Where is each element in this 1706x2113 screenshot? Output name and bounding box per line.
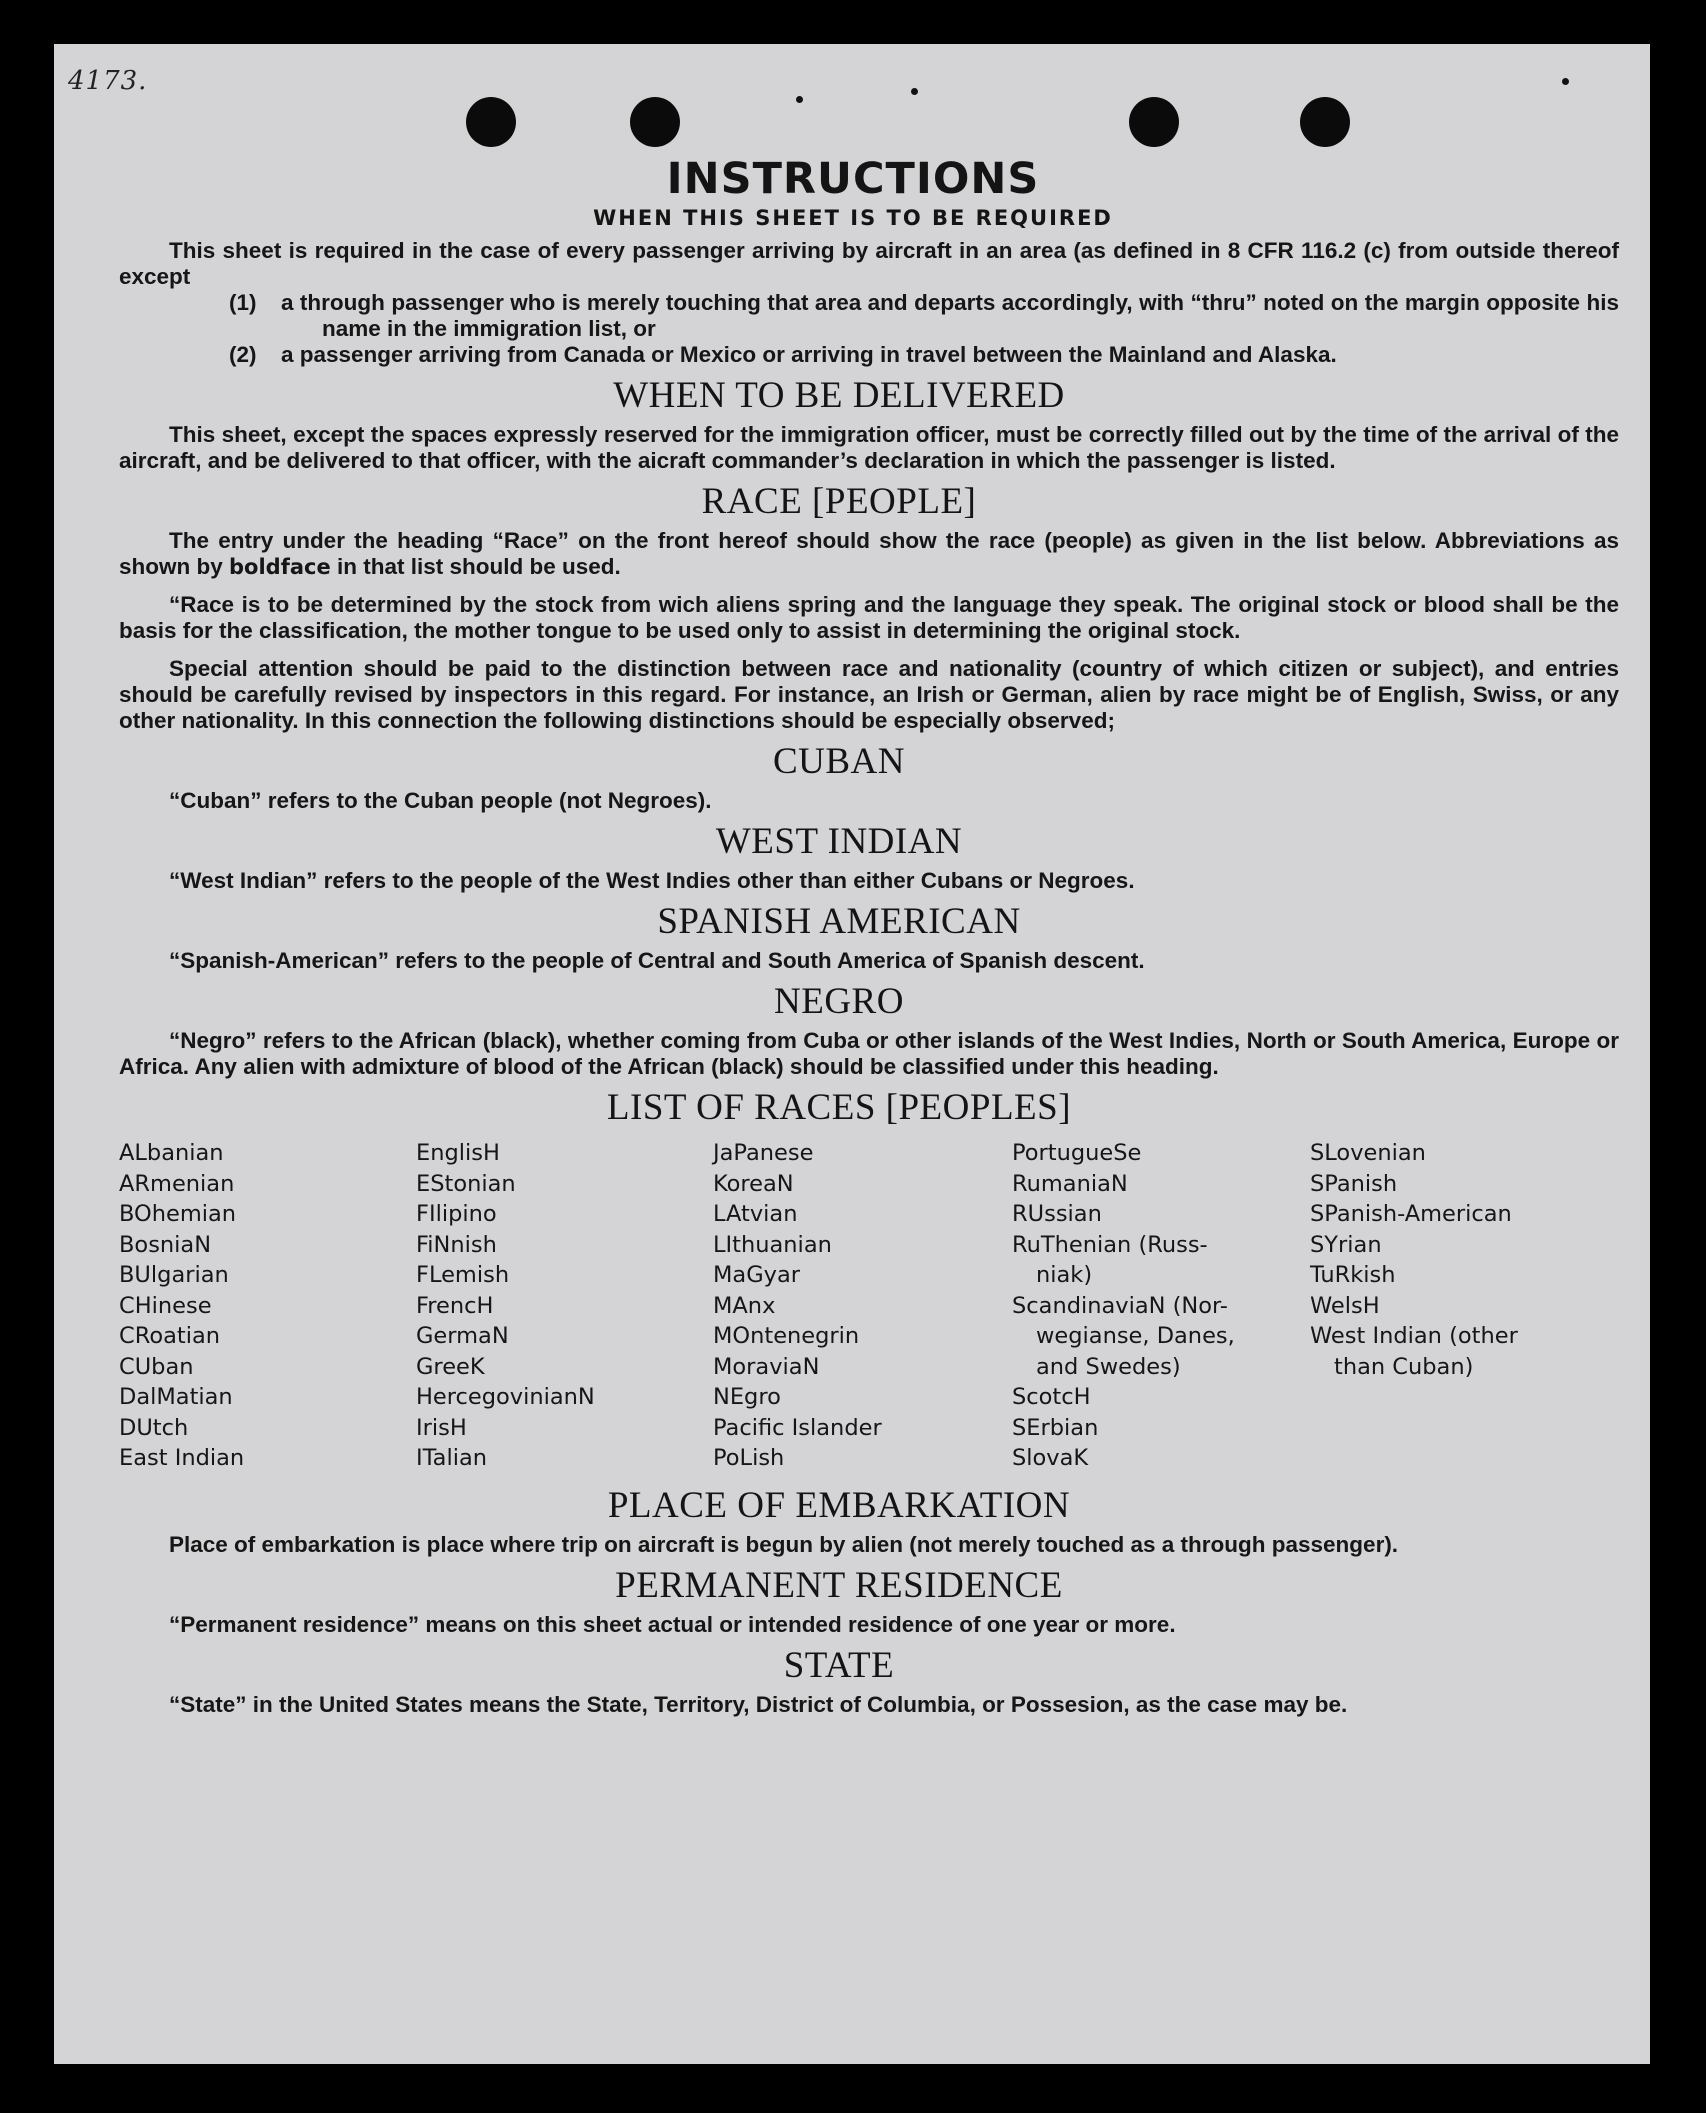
race-item: TuRkish [1310, 1262, 1396, 1288]
race-item: CHinese [119, 1292, 212, 1319]
race-item: DalMatian [119, 1384, 233, 1410]
race-item: wegianse, Danes, [1036, 1323, 1235, 1349]
races-column [1012, 1138, 1310, 1474]
punch-hole [1129, 97, 1179, 147]
race-item: than Cuban) [1334, 1353, 1474, 1380]
section-heading-race: RACE [PEOPLE] [701, 481, 977, 522]
cuban-text: “Cuban” refers to the Cuban people (not Negroes). [169, 788, 712, 813]
race-item: CUban [119, 1353, 194, 1380]
race-item: SYrian [1310, 1231, 1382, 1258]
race-item: and Swedes) [1036, 1353, 1181, 1380]
boldface-word: boldface [229, 555, 331, 579]
race-item: NEgro [713, 1384, 781, 1410]
races-list [119, 1138, 1619, 1474]
race-item: ITalian [416, 1445, 487, 1471]
race-item: West Indian (other [1310, 1323, 1518, 1349]
spanish-american-text: “Spanish-American” refers to the people of Central and South America of Spanish descent. [169, 948, 1145, 973]
race-item: WelsH [1310, 1292, 1380, 1319]
punch-hole [1300, 97, 1350, 147]
race-item: GermaN [416, 1323, 509, 1349]
race-item: PortugueSe [1012, 1140, 1142, 1166]
race-item: GreeK [416, 1353, 485, 1380]
race-item: SErbian [1012, 1414, 1099, 1441]
section-heading-state: STATE [783, 1644, 895, 1686]
section-heading-residence: PERMANENT RESIDENCE [615, 1564, 1063, 1606]
race-item: SPanish-American [1310, 1201, 1512, 1227]
section-heading-negro: NEGRO [774, 981, 904, 1022]
ink-speck [911, 88, 918, 95]
race-item: ARmenian [119, 1170, 235, 1197]
race-item: MOntenegrin [713, 1323, 860, 1349]
west-indian-text: “West Indian” refers to the people of the West Indies other than either Cubans or Negroes. [169, 868, 1135, 893]
exception-item [119, 342, 1619, 368]
race-item: CRoatian [119, 1323, 221, 1349]
required-intro: This sheet is required in the case of every passenger arriving by aircraft in an area (as defined in 8 CFR 116.2 (c) from outside thereof except [119, 238, 1619, 289]
race-paragraph-3: Special attention should be paid to the distinction between race and nationality (country of which citizen or subject), and entries should be carefully revised by inspectors in this regard. For instance, an Irish or German, alien by race might be of English, Swiss, or any other nationality. In this connection the following distinctions should be especially observed; [119, 656, 1619, 733]
race-item: PoLish [713, 1445, 785, 1471]
race-item: FrencH [416, 1292, 494, 1319]
races-column [713, 1138, 1012, 1474]
races-column [119, 1138, 416, 1474]
race-item: EStonian [416, 1170, 516, 1197]
race-item: FIlipino [416, 1201, 497, 1227]
punch-hole [466, 97, 516, 147]
state-text: “State” in the United States means the State, Territory, District of Columbia, or Possesion, as the case may be. [169, 1691, 1348, 1717]
exception-text: a through passenger who is merely touching that area and departs accordingly, with “thru” noted on the margin opposite his name in the immigration list, or [281, 290, 1619, 341]
race-item: BosniaN [119, 1231, 212, 1258]
exception-number: (1) [229, 290, 257, 315]
section-heading-races-list: LIST OF RACES [PEOPLES] [606, 1087, 1072, 1128]
race-item: IrisH [416, 1414, 467, 1441]
race-item: ALbanian [119, 1140, 224, 1166]
exception-item [119, 290, 1619, 342]
race-item: DUtch [119, 1414, 189, 1441]
races-column [1310, 1138, 1570, 1474]
races-column [416, 1138, 713, 1474]
embarkation-text: Place of embarkation is place where trip on aircraft is begun by alien (not merely touched as a through passenger). [169, 1531, 1399, 1557]
race-item: BOhemian [119, 1201, 237, 1227]
section-subtitle: WHEN THIS SHEET IS TO BE REQUIRED [593, 206, 1113, 230]
section-heading-delivery: WHEN TO BE DELIVERED [613, 375, 1065, 416]
page-title: INSTRUCTIONS [666, 154, 1040, 204]
section-heading-embarkation: PLACE OF EMBARKATION [607, 1484, 1071, 1526]
race-item: LAtvian [713, 1201, 798, 1227]
exception-number: (2) [229, 342, 257, 367]
race-item: MoraviaN [713, 1353, 820, 1380]
document-page [54, 44, 1650, 2064]
race-item: FiNnish [416, 1231, 497, 1258]
exception-text: a passenger arriving from Canada or Mexico or arriving in travel between the Mainland and Alaska. [281, 342, 1337, 367]
race-item: MaGyar [713, 1262, 800, 1288]
race-item: ScandinaviaN (Nor- [1012, 1292, 1228, 1319]
race-paragraph-1: The entry under the heading “Race” on the front hereof should show the race (people) as given in the list below. Abbreviations as shown by boldface in that list should be used. [119, 528, 1619, 579]
handwritten-number: 4173. [68, 66, 148, 96]
race-item: SlovaK [1012, 1445, 1089, 1471]
residence-text: “Permanent residence” means on this sheet actual or intended residence of one year or more. [169, 1611, 1176, 1637]
section-heading-cuban: CUBAN [772, 741, 906, 782]
race-item: HercegovinianN [416, 1384, 595, 1410]
race-item: LIthuanian [713, 1231, 832, 1258]
race-item: East Indian [119, 1445, 245, 1471]
race-item: KoreaN [713, 1170, 794, 1197]
race-item: MAnx [713, 1292, 776, 1319]
ink-speck [796, 96, 803, 103]
section-heading-spanish-american: SPANISH AMERICAN [657, 901, 1021, 942]
race-item: Pacific Islander [713, 1414, 882, 1441]
race-item: SLovenian [1310, 1140, 1426, 1166]
punch-hole [630, 97, 680, 147]
race-item: ScotcH [1012, 1384, 1091, 1410]
race-item: RuThenian (Russ- [1012, 1231, 1208, 1258]
section-heading-west-indian: WEST INDIAN [715, 821, 963, 862]
race-item: BUlgarian [119, 1262, 229, 1288]
negro-text: “Negro” refers to the African (black), whether coming from Cuba or other islands of the West Indies, North or South America, Europe or Africa. Any alien with admixture of blood of the African (black) should be classified under this heading. [119, 1028, 1619, 1079]
race-item: niak) [1036, 1262, 1093, 1288]
delivery-text: This sheet, except the spaces expressly reserved for the immigration officer, must be correctly filled out by the time of the arrival of the aircraft, and be delivered to that officer, with the aicraft commander’s declaration in which the passenger is listed. [119, 422, 1619, 473]
race-item: SPanish [1310, 1170, 1398, 1197]
ink-speck [1562, 78, 1569, 85]
race-item: EnglisH [416, 1140, 500, 1166]
race-paragraph-2: “Race is to be determined by the stock from wich aliens spring and the language they speak. The original stock or blood shall be the basis for the classification, the mother tongue to be used only to assist in determining the original stock. [119, 592, 1619, 643]
race-item: FLemish [416, 1262, 510, 1288]
race-item: RUssian [1012, 1201, 1102, 1227]
race-item: JaPanese [713, 1140, 814, 1166]
instructions-content [119, 154, 1619, 1718]
race-item: RumaniaN [1012, 1170, 1128, 1197]
